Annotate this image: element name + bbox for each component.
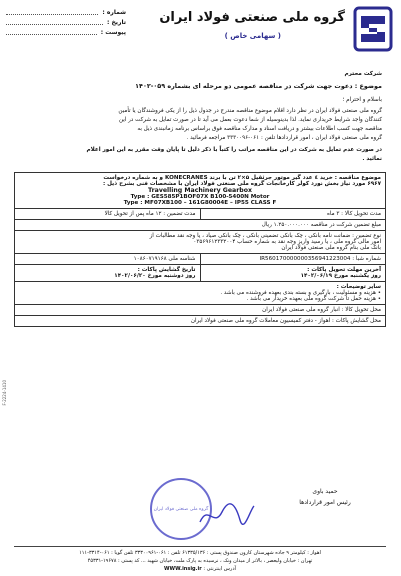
footer: اهواز : کیلومتر ۹ جاده شهرستان کارون صندوق پستی : ۶۱۳۳۵/۱۳۶ تلفن : ۰۶۱-۳۳۳۰۰۹۶۱ تلفن گویا : ۰۶۱-۳۳۱۴-۱۱۱ تهران : خیابان ولیعصر ، بالاتر از میدان ونک ، نرسیده به پارک ملت، خیابان شهید ... کد پستی : ۱۹۶۷۸-۴۵۳۳۱ آدرس اینترنتی : WWW.insig.ir (79, 550, 321, 572)
company-name: گروه ملی صنعتی فولاد ایران (159, 10, 345, 25)
deadline-cell: آخرین مهلت تحویل پاکات : روز یکشنبه مورخ ۱۴۰۲/۰۶/۱۹ (300, 267, 381, 279)
sheba-number: شماره شبا : IR560170000000356941223004 (259, 256, 381, 262)
signature-block (270, 486, 380, 508)
warranty-period: مدت تضمین : ۱۲ ماه پس از تحویل کالا (15, 209, 201, 219)
dates-row (15, 265, 385, 282)
account-ids-row (15, 254, 385, 265)
handwritten-signature (196, 500, 256, 530)
opening-place: محل گشایش پاکات : اهواز - دفتر کمیسیون معاملات گروه ملی صنعتی فولاد ایران (190, 318, 381, 324)
greeting: باسلام و احترام ؛ (342, 97, 382, 103)
website-link[interactable]: WWW.insig.ir (164, 566, 202, 572)
national-id: شناسه ملی ۱۰۸۶۰۷۱۹۱۶۸ (15, 254, 201, 264)
meta-number: شماره : (6, 8, 126, 18)
guarantee-type: نوع تضمین : ضمانت نامه بانکی ، چک بانکی تضمینی بانکی ، چک بانکی صیاد ، یا وجه نقد مطالبات از امور مالی گروه ملی ، یا رسید واریز وجه نقد به شماره حساب ۰۳۵۶۹۶۱۲۳۳۲۰۰۴ بانک ملی بنام گروه ملی صنعتی فولاد ایران (15, 231, 385, 254)
delivery-place: محل تحویل کالا : انبار گروه ملی صنعتی فولاد ایران (15, 305, 385, 316)
meta-date: تاریخ : (6, 18, 126, 28)
letter-body: گروه ملی صنعتی فولاد ایران در نظر دارد اقلام موضوع مناقصه مندرج در جدول ذیل را از یکی فروشندگان یا تأمین کنندگان واجد شرایط خریداری نماید. لذا بدینوسیله از شما دعوت بعمل می آید تا در صورت تمایل به شرکت در این مناقصه جهت کسب اطلاعات بیشتر و دریافت اسناد و مدارک مناقصه فوق براساس برنامه زمانبندی ذیل به گروه ملی صنعتی فولاد ایران ، امور قراردادها تلفن : ۰۶۱-۳۳۳۰۰۹۶ مراجعه فرمائید . (118, 108, 382, 141)
letter-meta (6, 8, 126, 38)
letter-subject: موضوع : دعوت جهت شرکت در مناقصه عمومی دو مرحله ای بشماره ۰۵۹-۱۴۰۲ (135, 82, 382, 90)
tender-subject: موضوع مناقصه : خرید ٤ عدد گیر موتور جرثقیل ۵×۲ تن با برند KONECRANES و به شماره درخواست ۶۹۶۷ مورد نیاز بخش نورد کولر کارخانجات گروه ملی صنعتی فولاد ایران با مشخصات فنی بشرح ذیل : Travelling Machinery Gearbox Type : GES585P1BOF07X B100-5400N Motor Type : MF07XB100 – 161G80004E – IP55 CLASS F (15, 173, 385, 209)
tender-table (14, 172, 386, 327)
company-logo-icon (353, 6, 393, 52)
footer-divider (14, 546, 386, 547)
guarantee-amount: مبلغ تضمین شرکت در مناقصه ۱.۲۵۰.۰۰۰.۰۰۰ ریال (15, 220, 385, 231)
other-notes: سایر توضیحات : • هزینه و مسئولیت ، بارگیری و بسته بندی بعهده فروشنده می باشد . • هزینه حمل تا شرکت گروه ملی بعهده خریدار می باشد . (15, 282, 385, 305)
delivery-period: مدت تحویل کالا : ۳ ماه (326, 211, 381, 217)
signer-name: حمید باوی (312, 488, 338, 495)
side-code: F-2224-1410 (2, 380, 7, 406)
company-stamp: گروه ملی صنعتی فولاد ایران (150, 478, 212, 540)
opening-date-cell: تاریخ گشایش پاکات : روز دوشنبه مورخ ۱۴۰۲/۰۶/۲۰ (15, 265, 201, 281)
letter-notice: در صورت عدم تمایل به شرکت در این مناقصه مراتب را کتباً با ذکر دلیل تا پایان وقت مقرر به این امور اعلام نمائید . (86, 147, 382, 162)
delivery-warranty-row (15, 209, 385, 220)
signer-title: رئیس امور قراردادها (299, 499, 351, 506)
meta-attachment: پیوست : (6, 28, 126, 38)
addressee: شرکت محترم (344, 71, 382, 77)
company-subtitle: ( سهامی خاص ) (224, 32, 281, 40)
